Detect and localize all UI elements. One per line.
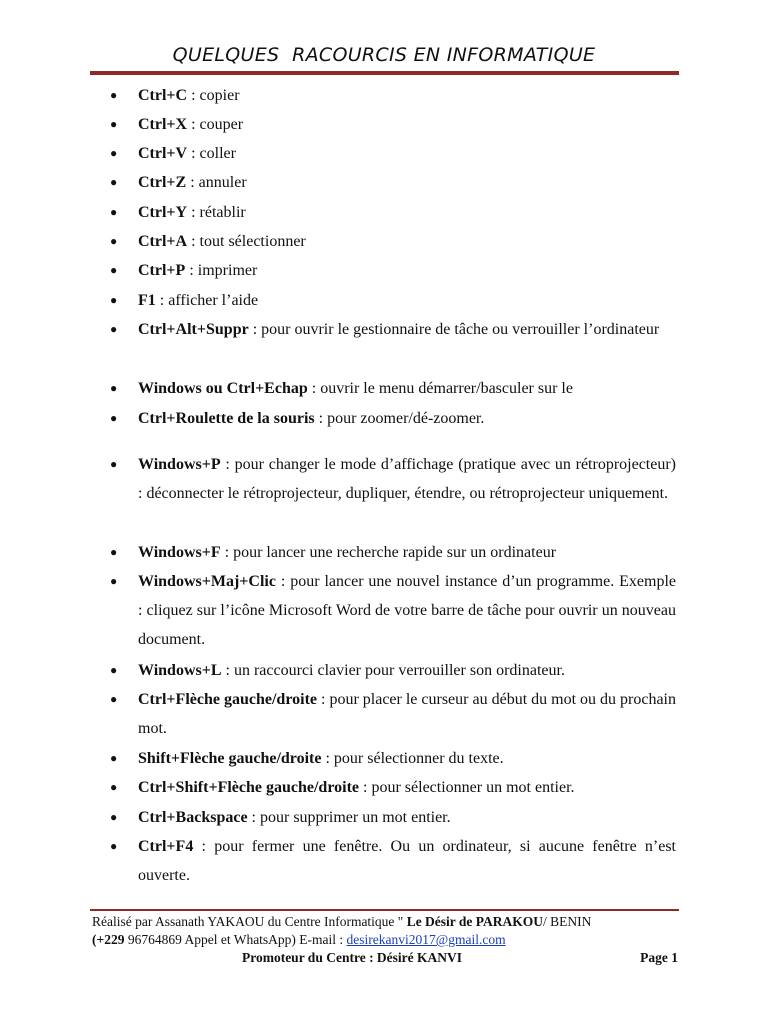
bullet-icon: ● (110, 663, 118, 677)
bullet-icon: ● (110, 751, 118, 765)
bullet-icon: ● (110, 175, 118, 189)
shortcut-key: Windows+P (138, 456, 221, 473)
bullet-icon: ● (110, 545, 118, 559)
bullet-icon: ● (110, 146, 118, 160)
list-item (110, 315, 676, 344)
list-item (110, 685, 676, 743)
shortcut-key: Windows+L (138, 662, 222, 679)
shortcut-key: Ctrl+Flèche gauche/droite (138, 691, 317, 708)
list-item (110, 404, 676, 433)
footer-centre-name: Le Désir de PARAKOU (406, 914, 544, 929)
bullet-icon: ● (110, 574, 118, 588)
shortcut-key: Ctrl+Backspace (138, 809, 248, 826)
footer-phone: 96764869 Appel et WhatsApp) E-mail : (124, 932, 347, 947)
shortcut-description: : pour sélectionner du texte. (321, 750, 504, 767)
list-item (110, 198, 676, 227)
footer-divider (90, 909, 679, 911)
footer-author-line (92, 914, 678, 930)
bullet-icon: ● (110, 411, 118, 425)
page-number: Page 1 (640, 950, 678, 965)
bullet-icon: ● (110, 457, 118, 471)
shortcut-description: : pour zoomer/dé-zoomer. (314, 410, 485, 427)
bullet-icon: ● (110, 810, 118, 824)
shortcut-key: Windows+F (138, 544, 221, 561)
shortcut-key: Shift+Flèche gauche/droite (138, 750, 322, 767)
footer-contact-line (92, 932, 678, 948)
shortcut-description: : afficher l’aide (155, 292, 259, 309)
bullet-icon: ● (110, 117, 118, 131)
bullet-icon: ● (110, 88, 118, 102)
shortcut-key: Ctrl+Shift+Flèche gauche/droite (138, 779, 360, 796)
list-item (110, 832, 676, 890)
footer-author-text: Réalisé par Assanath YAKAOU du Centre Informatique " (92, 914, 407, 929)
shortcut-description: : pour supprimer un mot entier. (247, 809, 451, 826)
list-item (110, 450, 676, 508)
shortcut-description: : un raccourci clavier pour verrouiller son ordinateur. (221, 662, 565, 679)
shortcut-description: : ouvrir le menu démarrer/basculer sur le (307, 380, 573, 397)
list-item (110, 110, 676, 139)
shortcut-key: F1 (138, 292, 156, 309)
list-item (110, 538, 676, 567)
shortcut-key: Ctrl+F4 (138, 838, 194, 855)
shortcut-key: Ctrl+Alt+Suppr (138, 321, 249, 338)
shortcut-description: : pour placer le curseur au début du mot ou du prochain mot. (138, 691, 676, 737)
bullet-icon: ● (110, 234, 118, 248)
bullet-icon: ● (110, 780, 118, 794)
bullet-icon: ● (110, 692, 118, 706)
shortcut-description: : couper (187, 116, 244, 133)
list-item (110, 286, 676, 315)
list-item (110, 374, 676, 403)
shortcut-description: : pour ouvrir le gestionnaire de tâche ou verrouiller l’ordinateur (248, 321, 660, 338)
list-item (110, 803, 676, 832)
bullet-icon: ● (110, 381, 118, 395)
list-item (110, 744, 676, 773)
bullet-icon: ● (110, 322, 118, 336)
title-divider (90, 71, 679, 75)
shortcut-description: : tout sélectionner (187, 233, 306, 250)
shortcut-description: : annuler (186, 174, 247, 191)
list-item (110, 773, 676, 802)
shortcut-key: Ctrl+X (138, 116, 188, 133)
shortcut-description: : pour changer le mode d’affichage (pratique avec un rétroprojecteur) : déconnecter le rétroprojecteur, dupliquer, étendre, ou rétroprojecteur uniquement. (138, 456, 676, 502)
bullet-icon: ● (110, 839, 118, 853)
list-item (110, 81, 676, 110)
footer-promoter: Promoteur du Centre : Désiré KANVI (241, 950, 463, 965)
list-item (110, 168, 676, 197)
shortcut-key: Ctrl+P (138, 262, 186, 279)
shortcut-key: Ctrl+Roulette de la souris (138, 410, 315, 427)
bullet-icon: ● (110, 205, 118, 219)
shortcut-key: Windows+Maj+Clic (138, 573, 276, 590)
footer-country: / BENIN (543, 914, 592, 929)
shortcut-key: Ctrl+V (138, 145, 188, 162)
page-title: QUELQUES RACOURCIS EN INFORMATIQUE (172, 44, 596, 66)
shortcut-description: : pour lancer une nouvel instance d’un programme. Exemple : cliquez sur l’icône Microsoft Word de votre barre de tâche pour ouvrir un nouveau document. (138, 573, 676, 648)
bullet-icon: ● (110, 263, 118, 277)
list-item (110, 567, 676, 654)
footer-phone-code: (+229 (92, 932, 125, 947)
shortcut-description: : imprimer (185, 262, 258, 279)
list-item (110, 227, 676, 256)
shortcut-key: Ctrl+Z (138, 174, 187, 191)
shortcut-description: : pour fermer une fenêtre. Ou un ordinateur, si aucune fenêtre n’est ouverte. (138, 838, 676, 884)
list-item (110, 656, 676, 685)
bullet-icon: ● (110, 293, 118, 307)
footer-email-link[interactable]: desirekanvi2017@gmail.com (346, 932, 506, 947)
shortcut-key: Ctrl+A (138, 233, 188, 250)
shortcut-description: : pour sélectionner un mot entier. (359, 779, 575, 796)
shortcut-key: Windows ou Ctrl+Echap (138, 380, 308, 397)
shortcut-description: : coller (187, 145, 236, 162)
list-item (110, 139, 676, 168)
list-item (110, 256, 676, 285)
shortcut-description: : copier (187, 87, 240, 104)
shortcut-key: Ctrl+C (138, 87, 188, 104)
shortcut-key: Ctrl+Y (138, 204, 188, 221)
shortcut-description: : rétablir (187, 204, 246, 221)
shortcut-description: : pour lancer une recherche rapide sur un ordinateur (220, 544, 557, 561)
